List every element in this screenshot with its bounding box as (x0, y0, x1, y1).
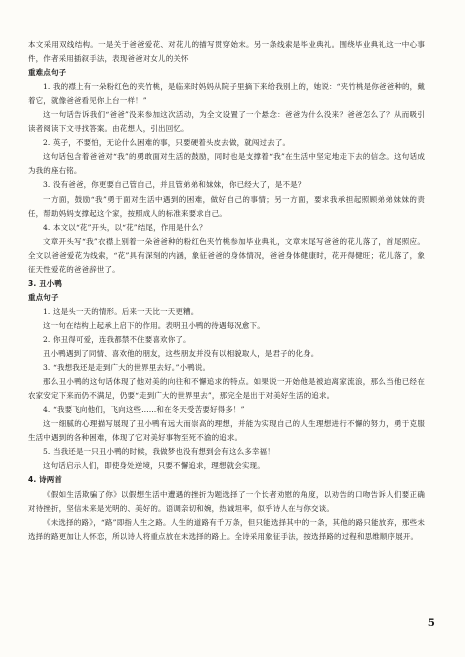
paragraph: 这句话包含着爸爸对“我”的勇敢面对生活的鼓励，同时也是支撑着“我”在生活中坚定地走下去的信念。这句话成为我的座右铭。 (28, 152, 425, 176)
paragraph: 丑小鸭遇到了同情、喜欢他的朋友，这些朋友并没有以相貌取人，是君子的化身。 (43, 349, 319, 359)
paragraph: 3. 没有爸爸，你更要自己管自己，并且管弟弟和妹妹，你已经大了，是不是？ (43, 180, 306, 190)
paragraph: 这一细腻的心理描写展现了丑小鸭有远大而崇高的理想，并能为实现自己的人生理想进行不懈的努力，勇于克服生活中遇到的各种困难，体现了它对美好事物至死不渝的追求。 (28, 419, 425, 443)
paragraph: 1. 这是头一天的情形。后来一天比一天更糟。 (43, 306, 199, 316)
section-heading: 重难点句子 (28, 68, 67, 78)
page-content (28, 38, 425, 544)
paragraph: 4. “我要飞向他们，飞向这些……和在冬天受苦要好得多！” (43, 405, 245, 415)
paragraph: 1. 我的襟上有一朵粉红色的夹竹桃，是临来时妈妈从院子里摘下来给我别上的，她说：“夹竹桃是你爸爸种的，戴着它，就像爸爸看见你上台一样！” (28, 82, 425, 106)
paragraph: 本文采用双线结构。一是关于爸爸爱花、对花儿的描写贯穿始末。另一条线索是毕业典礼。围绕毕业典礼这一中心事件，作者采用插叙手法，表现爸爸对女儿的关怀 (28, 40, 425, 64)
section-heading: 3. 丑小鸭 (28, 278, 63, 288)
paragraph: 4. 本文以“花”开头，以“花”结尾，作用是什么？ (43, 222, 207, 232)
paragraph: 这一句话告诉我们“爸爸”没来参加这次活动，为全文设置了一个悬念：爸爸为什么没来？爸爸怎么了？从而吸引读者阅读下文寻找答案。由花想人，引出回忆。 (28, 110, 425, 134)
paragraph: 这一句在结构上起承上启下的作用。表明丑小鸭的待遇每况愈下。 (43, 320, 265, 330)
paragraph: 2. 你丑得可爱，连我都禁不住要喜欢你了。 (43, 334, 191, 344)
paragraph: 2. 英子，不要怕，无论什么困难的事，只要硬着头皮去做，就闯过去了。 (43, 138, 291, 148)
paragraph: 一方面，鼓励“我”勇于面对生活中遇到的困难，做好自己的事情；另一方面，要求我承担起照顾弟弟妹妹的责任，帮助妈妈支撑起这个家，按照成人的标准来要求自己。 (28, 194, 425, 218)
section-heading: 4. 诗两首 (28, 475, 63, 485)
paragraph: 3. “我想我还是走到广大的世界里去好。”小鸭说。 (43, 363, 211, 373)
paragraph: 《假如生活欺骗了你》以假想生活中遭遇的挫折为题选择了一个长者劝慰的角度，以劝告的口吻告诉人们要正确对待挫折，坚信未来是光明的、美好的。语调亲切和婉，热诚坦率，似乎诗人在与你交谈。 (28, 489, 425, 513)
paragraph: 文章开头写“我”衣襟上别着一朵爸爸种的粉红色夹竹桃参加毕业典礼，文章末尾写爸爸的花儿落了，首尾照应。全文以爸爸爱花为线索，“花”具有深刻的内涵，象征爸爸的身体情况，爸爸身体健康时，花开得健旺；花儿落了，象征天性爱花的爸爸辞世了。 (28, 236, 425, 274)
paragraph: 那么丑小鸭的这句话体现了他对美的向往和不懈追求的特点。如果说一开始他是被迫离家流浪，那么当他已经在农家安定下来而仍不满足，仍要“走到广大的世界里去”，那完全是出于对美好生活的追求。 (28, 377, 425, 401)
paragraph: 5. 当我还是一只丑小鸭的时候，我做梦也没有想到会有这么多幸福！ (43, 447, 275, 457)
page-number: 5 (427, 617, 435, 629)
paragraph: 《未选择的路》，“路”即指人生之路。人生的道路有千万条，但只能选择其中的一条，其他的路只能放弃，那些未选择的路更加让人怀恋，所以诗人将重点放在未选择的路上。全诗采用象征手法，按选择路的过程和思维顺序展开。 (28, 517, 425, 541)
section-heading: 重点句子 (28, 292, 59, 302)
paragraph: 这句话启示人们，即使身处逆境，只要不懈追求，理想就会实现。 (43, 461, 265, 471)
